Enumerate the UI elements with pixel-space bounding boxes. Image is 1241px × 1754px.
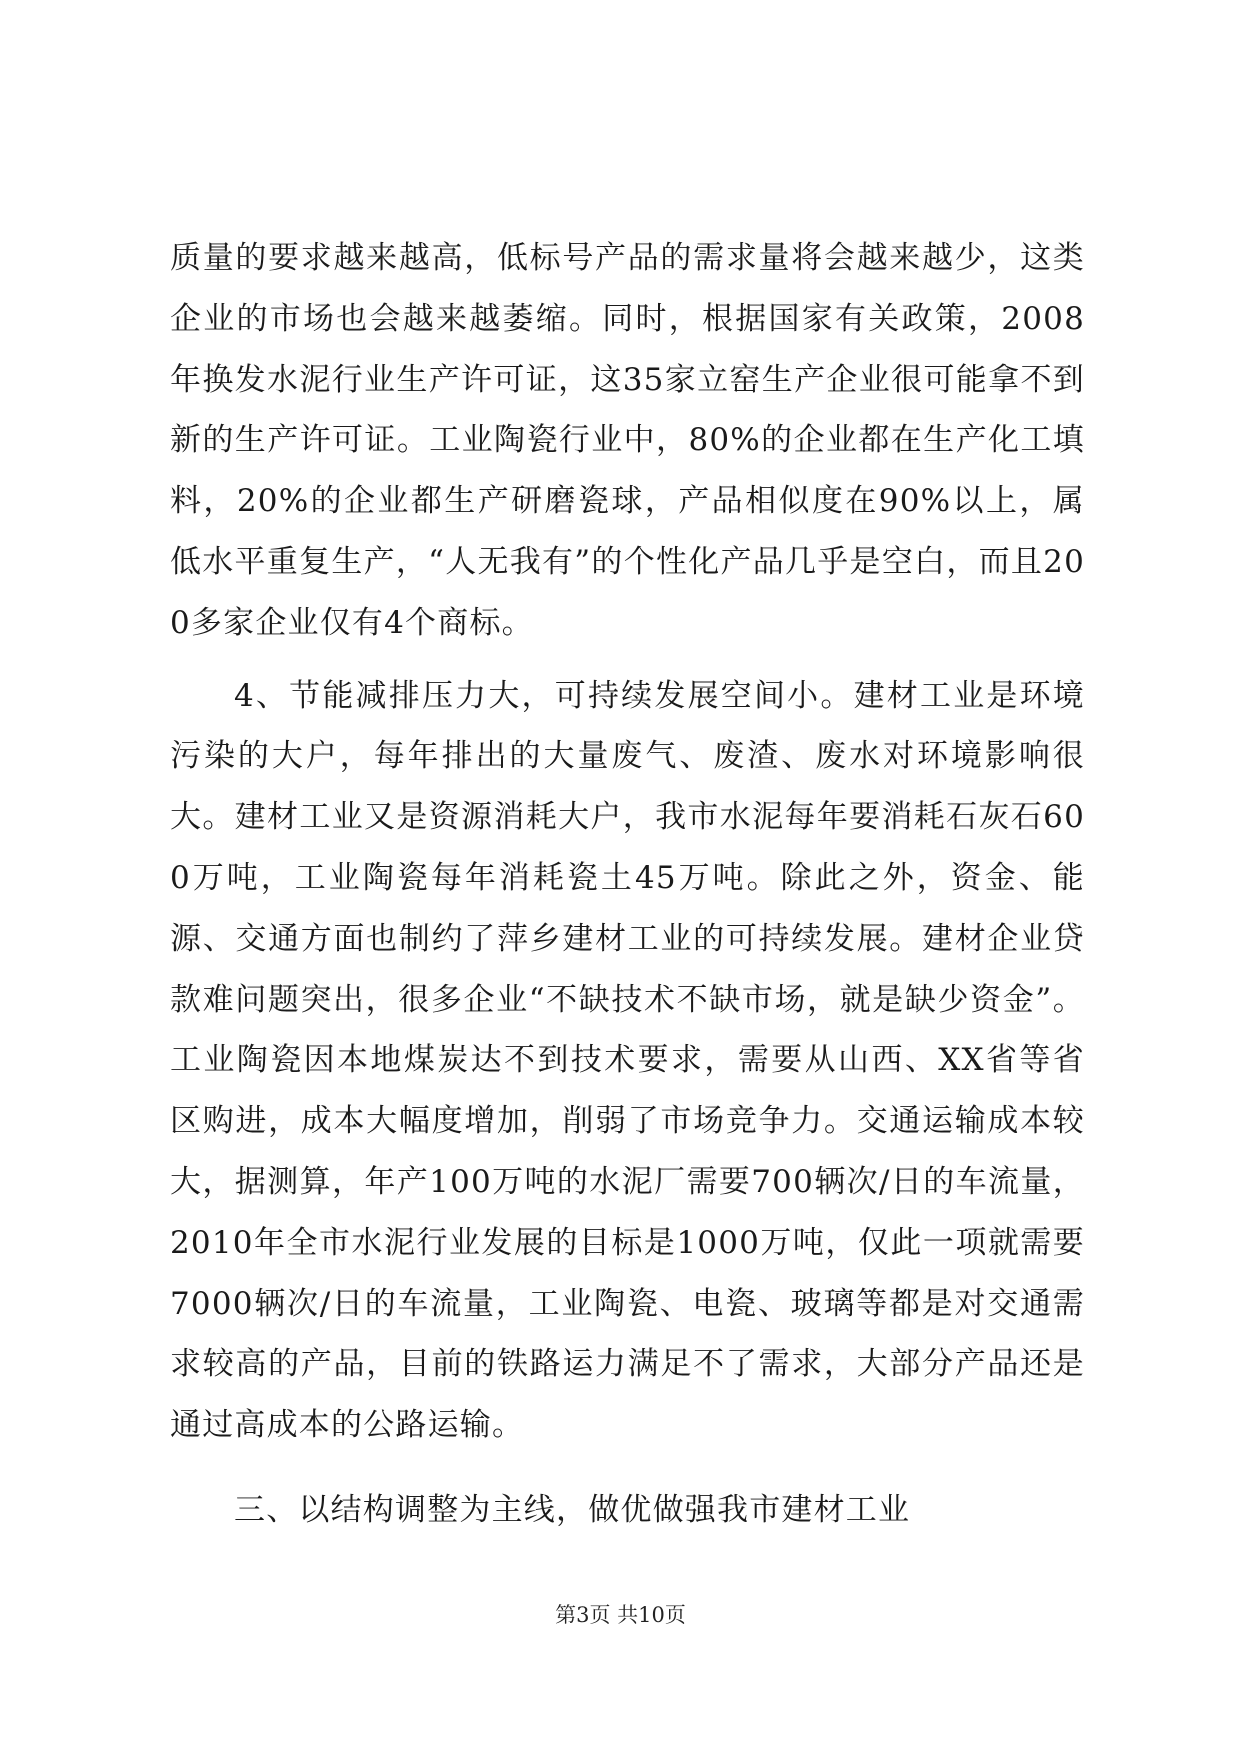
paragraph-continued: 质量的要求越来越高，低标号产品的需求量将会越来越少，这类企业的市场也会越来越萎缩。同时，根据国家有关政策，2008年换发水泥行业生产许可证，这35家立窑生产企业很可能拿不到新的生产许可证。工业陶瓷行业中，80%的企业都在生产化工填料，20%的企业都生产研磨瓷球，产品相似度在90%以上，属低水平重复生产，“人无我有”的个性化产品几乎是空白，而且200多家企业仅有4个商标。 bbox=[170, 240, 1085, 641]
paragraph-section-4: 4、节能减排压力大，可持续发展空间小。建材工业是环境污染的大户，每年排出的大量废气、废渣、废水对环境影响很大。建材工业又是资源消耗大户，我市水泥每年要消耗石灰石600万吨，工业陶瓷每年消耗瓷土45万吨。除此之外，资金、能源、交通方面也制约了萍乡建材工业的可持续发展。建材企业贷款难问题突出，很多企业“不缺技术不缺市场，就是缺少资金”。工业陶瓷因本地煤炭达不到技术要求，需要从山西、XX省等省区购进，成本大幅度增加，削弱了市场竞争力。交通运输成本较大，据测算，年产100万吨的水泥厂需要700辆次/日的车流量，2010年全市水泥行业发展的目标是1000万吨，仅此一项就需要7000辆次/日的车流量，工业陶瓷、电瓷、玻璃等都是对交通需求较高的产品，目前的铁路运力满足不了需求，大部分产品还是通过高成本的公路运输。 bbox=[170, 677, 1085, 1444]
body-text bbox=[170, 228, 1085, 1456]
page-footer: 第3页 共10页 bbox=[555, 1603, 686, 1627]
section-heading: 三、以结构调整为主线，做优做强我市建材工业 bbox=[234, 1492, 911, 1528]
